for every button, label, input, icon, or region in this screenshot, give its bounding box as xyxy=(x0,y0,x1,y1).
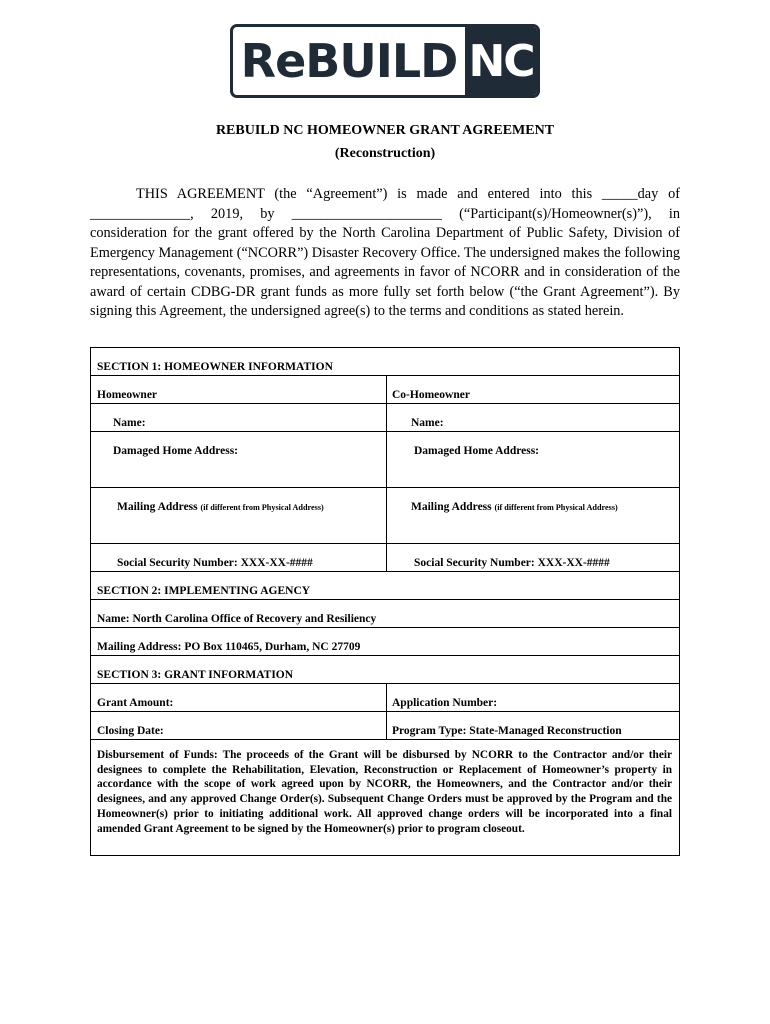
logo-rebuild-text: ReBUILD xyxy=(240,34,458,88)
row-divider xyxy=(91,627,679,628)
homeowner-mailing-address-field[interactable] xyxy=(117,501,324,513)
mailing-address-label: Mailing Address xyxy=(411,501,492,513)
column-divider xyxy=(386,683,387,739)
co-homeowner-name-field[interactable]: Name: xyxy=(411,417,444,429)
row-divider xyxy=(91,655,679,656)
mailing-address-note: (if different from Physical Address) xyxy=(200,503,324,512)
homeowner-damaged-address-field[interactable]: Damaged Home Address: xyxy=(113,445,239,457)
section2-heading: SECTION 2: IMPLEMENTING AGENCY xyxy=(97,585,311,597)
co-homeowner-mailing-address-field[interactable] xyxy=(411,501,618,513)
rebuild-nc-logo xyxy=(230,24,540,98)
mailing-address-note: (if different from Physical Address) xyxy=(494,503,618,512)
row-divider xyxy=(91,375,679,376)
agency-mailing-address: Mailing Address: PO Box 110465, Durham, NC 27709 xyxy=(97,641,361,653)
co-homeowner-label: Co-Homeowner xyxy=(392,389,470,401)
homeowner-name-field[interactable]: Name: xyxy=(113,417,146,429)
row-divider xyxy=(91,711,679,712)
row-divider xyxy=(91,599,679,600)
row-divider xyxy=(91,431,679,432)
row-divider xyxy=(91,487,679,488)
homeowner-ssn-field[interactable]: Social Security Number: XXX-XX-#### xyxy=(117,557,313,569)
section1-heading: SECTION 1: HOMEOWNER INFORMATION xyxy=(97,361,333,373)
mailing-address-label: Mailing Address xyxy=(117,501,198,513)
row-divider xyxy=(91,543,679,544)
intro-paragraph xyxy=(90,185,680,322)
co-homeowner-ssn-field[interactable]: Social Security Number: XXX-XX-#### xyxy=(414,557,610,569)
row-divider xyxy=(91,683,679,684)
program-type: Program Type: State-Managed Reconstruction xyxy=(392,725,622,737)
row-divider xyxy=(91,403,679,404)
disbursement-of-funds-text: Disbursement of Funds: The proceeds of the Grant will be disbursed by NCORR to the Contractor and/or their designees to complete the Rehabilitation, Elevation, Reconstruction or Replacement of Homeowner’s property in accordance with the scope of work agreed upon by NCORR, the Homeowners, and the Contractor and/or their designees, and any approved Change Order(s). Subsequent Change Orders must be approved by the Program and the Homeowner(s) prior to initiating additional work. All approved change orders will be incorporated into a final amended Grant Agreement to be signed by the Homeowner(s) prior to program closeout. xyxy=(97,749,672,835)
agreement-form-table xyxy=(90,347,680,856)
application-number-field[interactable]: Application Number: xyxy=(392,697,498,709)
column-divider xyxy=(386,375,387,571)
row-divider xyxy=(91,739,679,740)
document-subtitle: (Reconstruction) xyxy=(334,146,436,161)
section3-heading: SECTION 3: GRANT INFORMATION xyxy=(97,669,294,681)
logo-nc-text: NC xyxy=(465,27,537,95)
agency-name: Name: North Carolina Office of Recovery and Resiliency xyxy=(97,613,377,625)
grant-amount-field[interactable]: Grant Amount: xyxy=(97,697,174,709)
co-homeowner-damaged-address-field[interactable]: Damaged Home Address: xyxy=(414,445,540,457)
homeowner-label: Homeowner xyxy=(97,389,158,401)
row-divider xyxy=(91,571,679,572)
closing-date-field[interactable]: Closing Date: xyxy=(97,725,164,737)
document-title: REBUILD NC HOMEOWNER GRANT AGREEMENT xyxy=(215,123,555,138)
intro-text: THIS AGREEMENT (the “Agreement”) is made and entered into this _____day of ______________, 2019, by _____________________ (“Participant(s)/Homeowner(s)”), in consideration for the grant offered by the North Carolina Department of Public Safety, Division of Emergency Management (“NCORR”) Disaster Recovery Office. The undersigned makes the following representations, covenants, promises, and agreements in favor of NCORR and in consideration of the award of certain CDBG-DR grant funds as more fully set forth below (“the Grant Agreement”). By signing this Agreement, the undersigned agree(s) to the terms and conditions as stated herein. xyxy=(90,186,680,319)
